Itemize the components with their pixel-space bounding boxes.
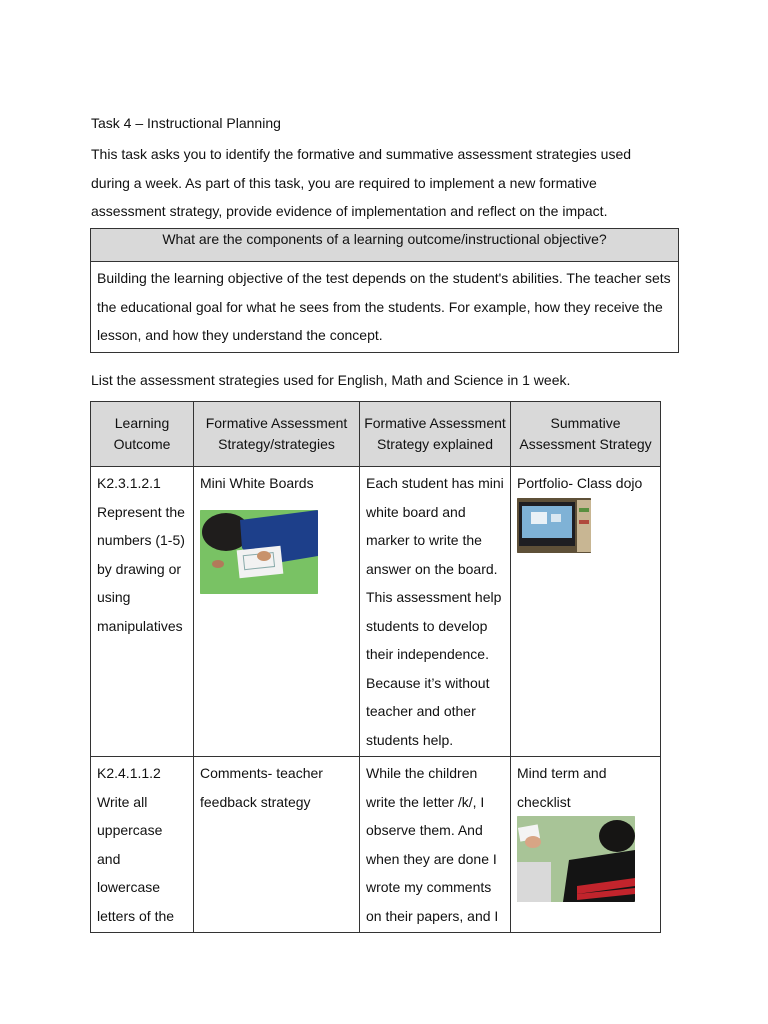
cell-explained (360, 467, 511, 757)
formative-text: Mini White Boards (200, 475, 314, 491)
components-question: What are the components of a learning outcome/instructional objective? (91, 229, 679, 262)
class-dojo-photo (517, 498, 591, 553)
table-row (91, 467, 661, 757)
table-row (91, 757, 661, 933)
summative-text: Mind term and checklist (517, 765, 607, 810)
cell-outcome (91, 467, 194, 757)
cell-formative (194, 757, 360, 933)
checklist-photo (517, 816, 635, 902)
cell-outcome (91, 757, 194, 933)
components-answer: Building the learning objective of the test depends on the student's abilities. The teacher sets the educational goal for what he sees from the students. For example, how they receive the lesson, and how they understand the concept. (91, 262, 679, 353)
outcome-text: K2.4.1.1.2 Write all uppercase and lowercase letters of the (97, 765, 175, 924)
intro-line: This task asks you to identify the formative and summative assessment strategies used (91, 146, 632, 162)
assessment-table (90, 401, 661, 933)
intro-line: during a week. As part of this task, you are required to implement a new formative (91, 174, 597, 191)
cell-explained (360, 757, 511, 933)
cell-summative (511, 467, 661, 757)
summative-text: Portfolio- Class dojo (517, 475, 643, 491)
cell-summative (511, 757, 661, 933)
table-header-row (91, 402, 661, 467)
task-intro (91, 140, 681, 226)
outcome-text: K2.3.1.2.1 Represent the numbers (1-5) by drawing or using manipulatives (97, 475, 185, 634)
whiteboard-photo (200, 510, 318, 594)
explained-text: While the children write the letter /k/, I observe them. And when they are done I wrote my comments on their papers, and I (366, 765, 499, 924)
assessment-list-title: List the assessment strategies used for English, Math and Science in 1 week. (91, 372, 571, 388)
header-summative-strategy: Summative Assessment Strategy (511, 402, 661, 467)
formative-text: Comments- teacher feedback strategy (200, 765, 323, 810)
intro-line: assessment strategy, provide evidence of implementation and reflect on the impact. (91, 203, 608, 219)
explained-text: Each student has mini white board and marker to write the answer on the board. This assessment help students to develop their independence. Because it’s without teacher and other students help. (366, 475, 504, 748)
header-formative-explained: Formative Assessment Strategy explained (360, 402, 511, 467)
cell-formative (194, 467, 360, 757)
header-formative-strategy: Formative Assessment Strategy/strategies (194, 402, 360, 467)
header-learning-outcome: Learning Outcome (91, 402, 194, 467)
components-table (90, 228, 679, 353)
task-heading: Task 4 – Instructional Planning (91, 115, 281, 131)
